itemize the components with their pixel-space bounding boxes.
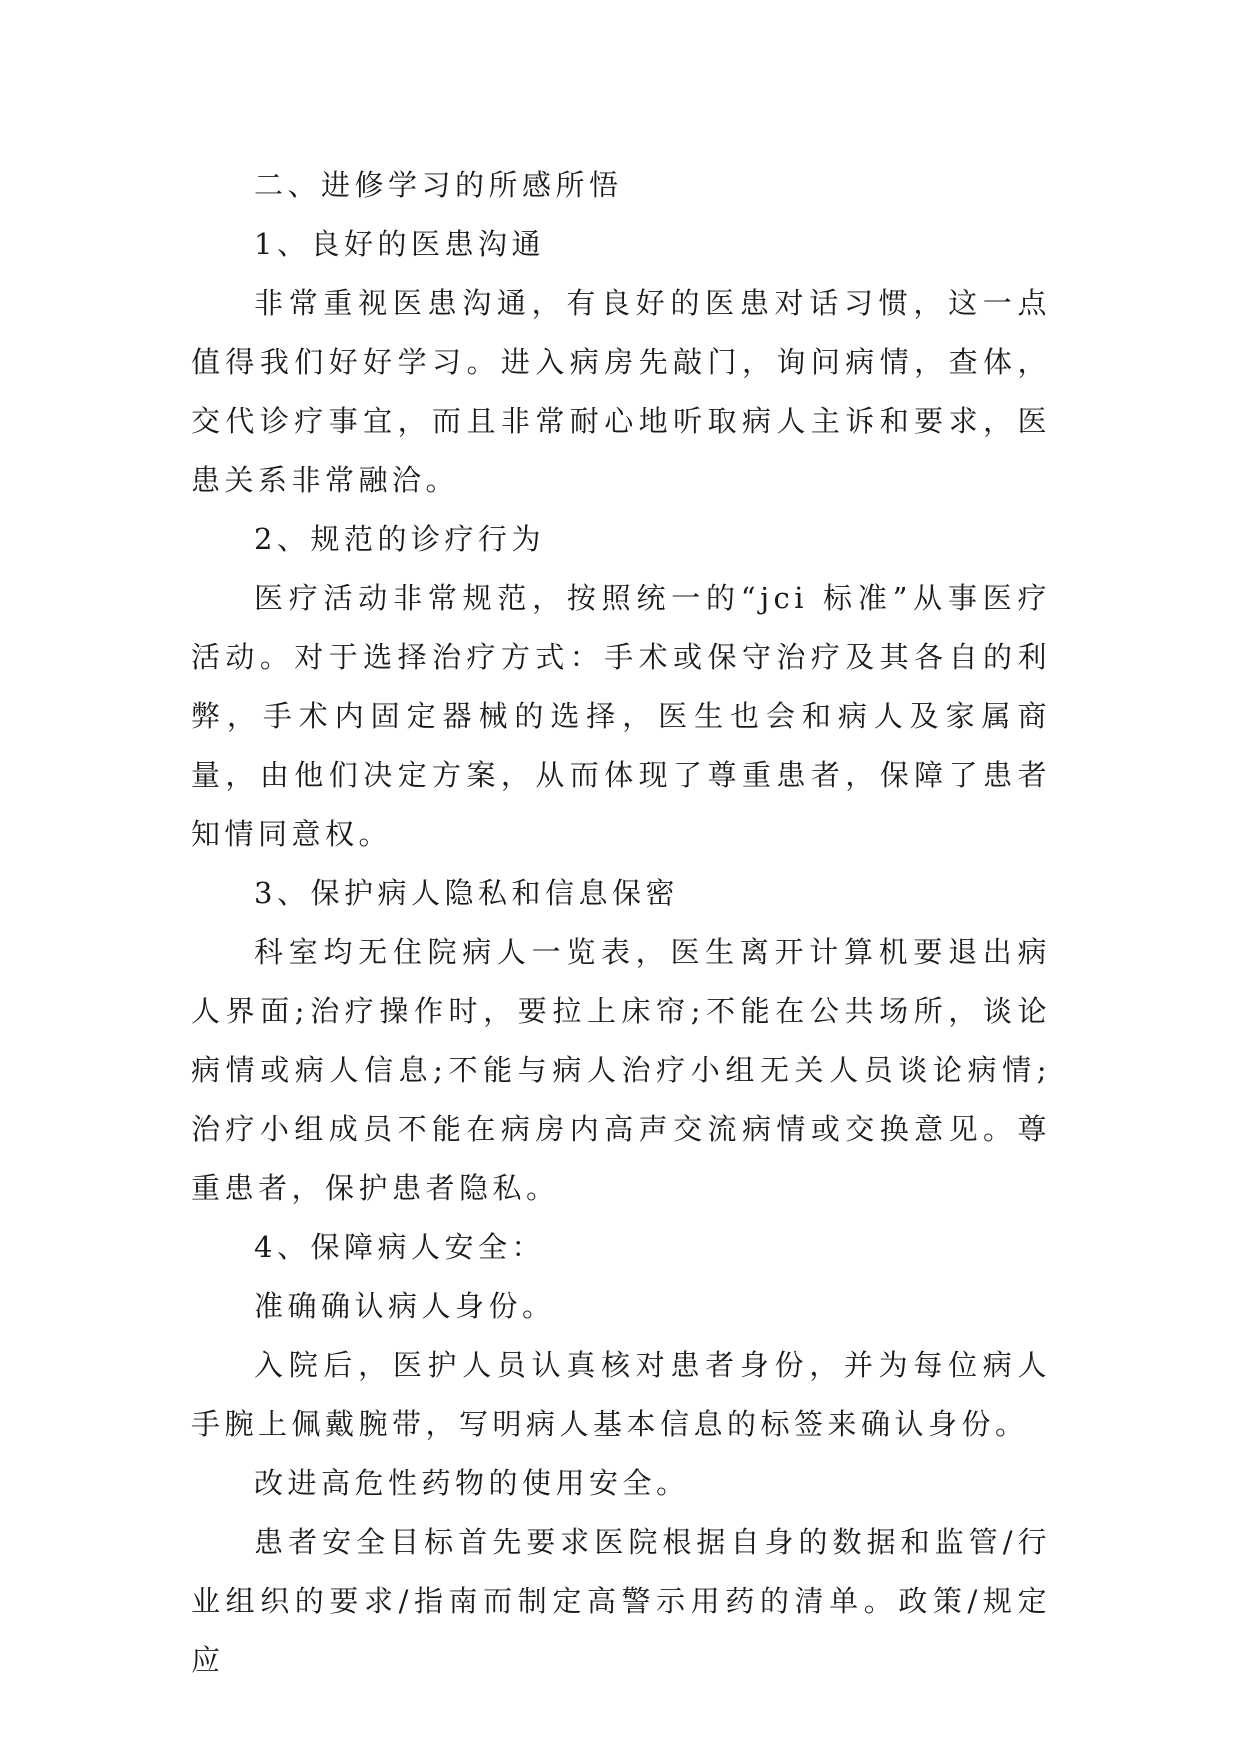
document-body bbox=[191, 156, 1051, 1690]
body-paragraph: 科室均无住院病人一览表，医生离开计算机要退出病人界面;治疗操作时，要拉上床帘;不能在公共场所，谈论病情或病人信息;不能与病人治疗小组无关人员谈论病情;治疗小组成员不能在病房内高声交流病情或交换意见。尊重患者，保护患者隐私。 bbox=[191, 935, 1051, 1205]
subheading: 3、保护病人隐私和信息保密 bbox=[254, 876, 679, 910]
subheading: 2、规范的诊疗行为 bbox=[254, 522, 545, 556]
body-paragraph: 准确确认病人身份。 bbox=[254, 1289, 556, 1323]
body-paragraph: 医疗活动非常规范，按照统一的“jci 标准”从事医疗活动。对于选择治疗方式：手术或保守治疗及其各自的利弊，手术内固定器械的选择，医生也会和病人及家属商量，由他们决定方案，从而体现了尊重患者，保障了患者知情同意权。 bbox=[191, 581, 1051, 851]
body-paragraph: 改进高危性药物的使用安全。 bbox=[254, 1466, 690, 1500]
body-paragraph: 非常重视医患沟通，有良好的医患对话习惯，这一点值得我们好好学习。进入病房先敲门，询问病情，查体，交代诊疗事宜，而且非常耐心地听取病人主诉和要求，医患关系非常融洽。 bbox=[191, 286, 1051, 497]
subheading: 1、良好的医患沟通 bbox=[254, 227, 545, 261]
section-heading: 二、进修学习的所感所悟 bbox=[254, 168, 623, 202]
subheading: 4、保障病人安全： bbox=[254, 1230, 545, 1264]
body-paragraph: 入院后，医护人员认真核对患者身份，并为每位病人手腕上佩戴腕带，写明病人基本信息的标签来确认身份。 bbox=[191, 1348, 1051, 1441]
body-paragraph: 患者安全目标首先要求医院根据自身的数据和监管/行业组织的要求/指南而制定高警示用药的清单。政策/规定应 bbox=[191, 1525, 1051, 1677]
